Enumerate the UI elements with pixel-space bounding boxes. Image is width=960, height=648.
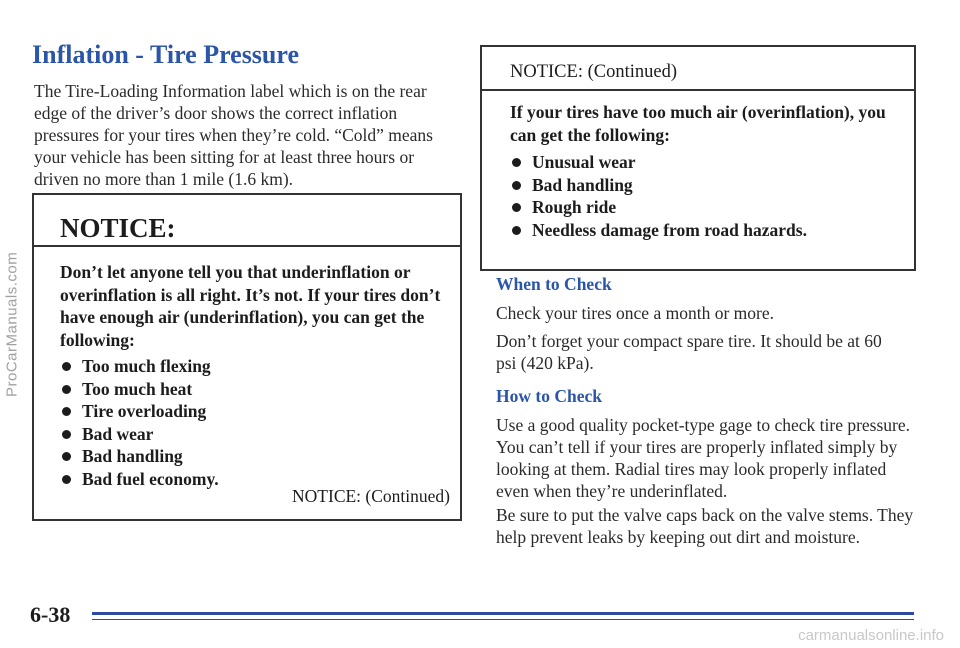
notice-box bbox=[32, 193, 462, 521]
bullet-icon bbox=[62, 475, 71, 484]
list-item: Tire overloading bbox=[60, 400, 442, 423]
bullet-icon bbox=[62, 407, 71, 416]
notice-continued-box bbox=[480, 45, 916, 271]
notice-continued-list bbox=[510, 151, 896, 241]
footer-rule bbox=[92, 612, 914, 615]
notice-text: Don’t let anyone tell you that underinflation or overinflation is all right. It’s not. If your tires don’t have enough air (underinflation), you can get the following: bbox=[60, 262, 441, 350]
when-to-check-heading: When to Check bbox=[496, 274, 612, 294]
list-item: Needless damage from road hazards. bbox=[510, 219, 896, 242]
bullet-icon bbox=[512, 203, 521, 212]
notice-continued-text: If your tires have too much air (overinflation), you can get the following: bbox=[510, 102, 886, 145]
list-item: Bad wear bbox=[60, 423, 442, 446]
bullet-icon bbox=[62, 385, 71, 394]
notice-continued-heading: NOTICE: (Continued) bbox=[482, 47, 914, 91]
list-item: Unusual wear bbox=[510, 151, 896, 174]
list-item: Bad handling bbox=[510, 174, 896, 197]
list-item: Bad handling bbox=[60, 445, 442, 468]
bullet-icon bbox=[512, 226, 521, 235]
bullet-icon bbox=[62, 452, 71, 461]
bullet-icon bbox=[512, 181, 521, 190]
notice-list bbox=[60, 355, 442, 490]
notice-continued: NOTICE: (Continued) bbox=[292, 486, 450, 506]
list-item: Too much flexing bbox=[60, 355, 442, 378]
section-title: Inflation - Tire Pressure bbox=[32, 40, 299, 69]
bullet-icon bbox=[62, 362, 71, 371]
intro-paragraph: The Tire-Loading Information label which is on the rear edge of the driver’s door shows the correct inflation pressures for your tires when they’re cold. “Cold” means your vehicle has been sitting for at least three hours or driven no more than 1 mile (1.6 km). bbox=[34, 81, 433, 189]
how-to-check-heading: How to Check bbox=[496, 386, 602, 406]
notice-continued-body bbox=[482, 91, 914, 241]
notice-heading: NOTICE: bbox=[34, 195, 460, 247]
how-paragraph-1: Use a good quality pocket-type gage to check tire pressure. You can’t tell if your tires are properly inflated simply by looking at them. Radial tires may look properly inflated even when they’re underinflated. bbox=[496, 415, 911, 501]
left-column bbox=[32, 40, 462, 190]
when-paragraph-1: Check your tires once a month or more. bbox=[496, 303, 774, 323]
list-item: Bad fuel economy. bbox=[60, 468, 442, 491]
how-paragraph-2: Be sure to put the valve caps back on the valve stems. They help prevent leaks by keeping out dirt and moisture. bbox=[496, 505, 914, 547]
bullet-icon bbox=[62, 430, 71, 439]
bottom-watermark: carmanualsonline.info bbox=[798, 627, 944, 644]
list-item: Rough ride bbox=[510, 196, 896, 219]
side-watermark: ProCarManuals.com bbox=[3, 251, 21, 397]
notice-body bbox=[34, 247, 460, 490]
when-paragraph-2: Don’t forget your compact spare tire. It should be at 60 psi (420 kPa). bbox=[496, 331, 882, 373]
page-number: 6-38 bbox=[30, 602, 71, 627]
footer-rule-thin bbox=[92, 619, 914, 620]
bullet-icon bbox=[512, 158, 521, 167]
list-item: Too much heat bbox=[60, 378, 442, 401]
